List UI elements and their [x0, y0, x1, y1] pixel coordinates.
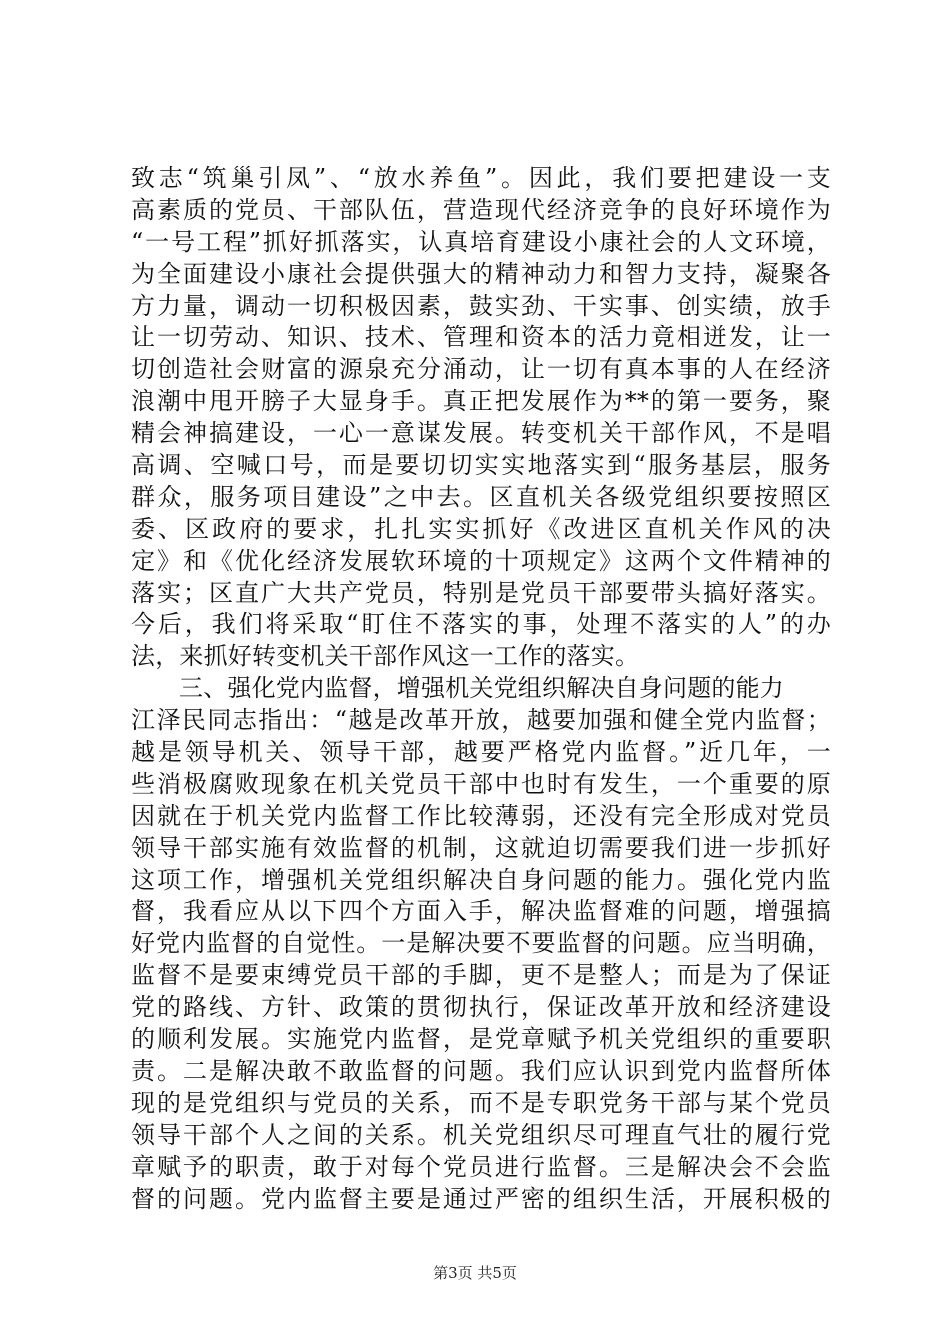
text-line: 今后，我们将采取“盯住不落实的事，处理不落实的人”的办 [131, 610, 831, 639]
page-number-footer: 第3页 共5页 [433, 1264, 517, 1282]
text-line: 委、区政府的要求，扎扎实实抓好《改进区直机关作风的决 [131, 514, 831, 543]
text-line: 致志“筑巢引凤”、“放水养鱼”。因此，我们要把建设一支 [131, 164, 831, 192]
text-line: 因就在于机关党内监督工作比较薄弱，还没有完全形成对党员 [131, 801, 831, 830]
text-line: 监督不是要束缚党员干部的手脚，更不是整人；而是为了保证 [131, 961, 831, 990]
text-line: 定》和《优化经济发展软环境的十项规定》这两个文件精神的 [131, 546, 831, 575]
text-line: 章赋予的职责，敢于对每个党员进行监督。三是解决会不会监 [131, 1152, 831, 1181]
text-line: 江泽民同志指出：“越是改革开放，越要加强和健全党内监督； [131, 706, 831, 735]
text-line: 高素质的党员、干部队伍，营造现代经济竞争的良好环境作为 [131, 195, 831, 224]
text-line: 督的问题。党内监督主要是通过严密的组织生活，开展积极的 [131, 1184, 831, 1213]
section-heading: 三、强化党内监督，增强机关党组织解决自身问题的能力 [179, 674, 784, 703]
text-line: “一号工程”抓好抓落实，认真培育建设小康社会的人文环境， [131, 227, 831, 256]
text-line: 领导干部个人之间的关系。机关党组织尽可理直气壮的履行党 [131, 1120, 831, 1149]
text-line: 现的是党组织与党员的关系，而不是专职党务干部与某个党员 [131, 1088, 831, 1117]
text-line: 浪潮中甩开膀子大显身手。真正把发展作为**的第一要务，聚 [131, 387, 831, 416]
text-line: 党的路线、方针、政策的贯彻执行，保证改革开放和经济建设 [131, 993, 831, 1022]
text-line: 精会神搞建设，一心一意谋发展。转变机关干部作风，不是唱 [131, 419, 831, 448]
text-line: 为全面建设小康社会提供强大的精神动力和智力支持，凝聚各 [131, 259, 831, 288]
text-line: 法，来抓好转变机关干部作风这一工作的落实。 [131, 642, 640, 671]
text-line: 越是领导机关、领导干部，越要严格党内监督。”近几年，一 [131, 738, 831, 767]
text-line: 高调、空喊口号，而是要切切实实地落实到“服务基层，服务 [131, 451, 831, 480]
text-line: 这项工作，增强机关党组织解决自身问题的能力。强化党内监 [131, 865, 831, 894]
text-line: 领导干部实施有效监督的机制，这就迫切需要我们进一步抓好 [131, 833, 831, 862]
text-line: 切创造社会财富的源泉充分涌动，让一切有真本事的人在经济 [131, 355, 831, 384]
text-line: 群众，服务项目建设”之中去。区直机关各级党组织要按照区 [131, 482, 831, 511]
text-line: 的顺利发展。实施党内监督，是党章赋予机关党组织的重要职 [131, 1025, 831, 1054]
text-line: 让一切劳动、知识、技术、管理和资本的活力竟相迸发，让一 [131, 323, 831, 352]
text-line: 方力量，调动一切积极因素，鼓实劲、干实事、创实绩，放手 [131, 291, 831, 320]
text-line: 好党内监督的自觉性。一是解决要不要监督的问题。应当明确， [131, 929, 831, 958]
text-line: 督，我看应从以下四个方面入手，解决监督难的问题，增强搞 [131, 897, 831, 926]
text-line: 责。二是解决敢不敢监督的问题。我们应认识到党内监督所体 [131, 1056, 831, 1085]
text-line: 些消极腐败现象在机关党员干部中也时有发生，一个重要的原 [131, 769, 831, 798]
document-body [131, 163, 831, 1215]
text-line: 落实；区直广大共产党员，特别是党员干部要带头搞好落实。 [131, 578, 831, 607]
